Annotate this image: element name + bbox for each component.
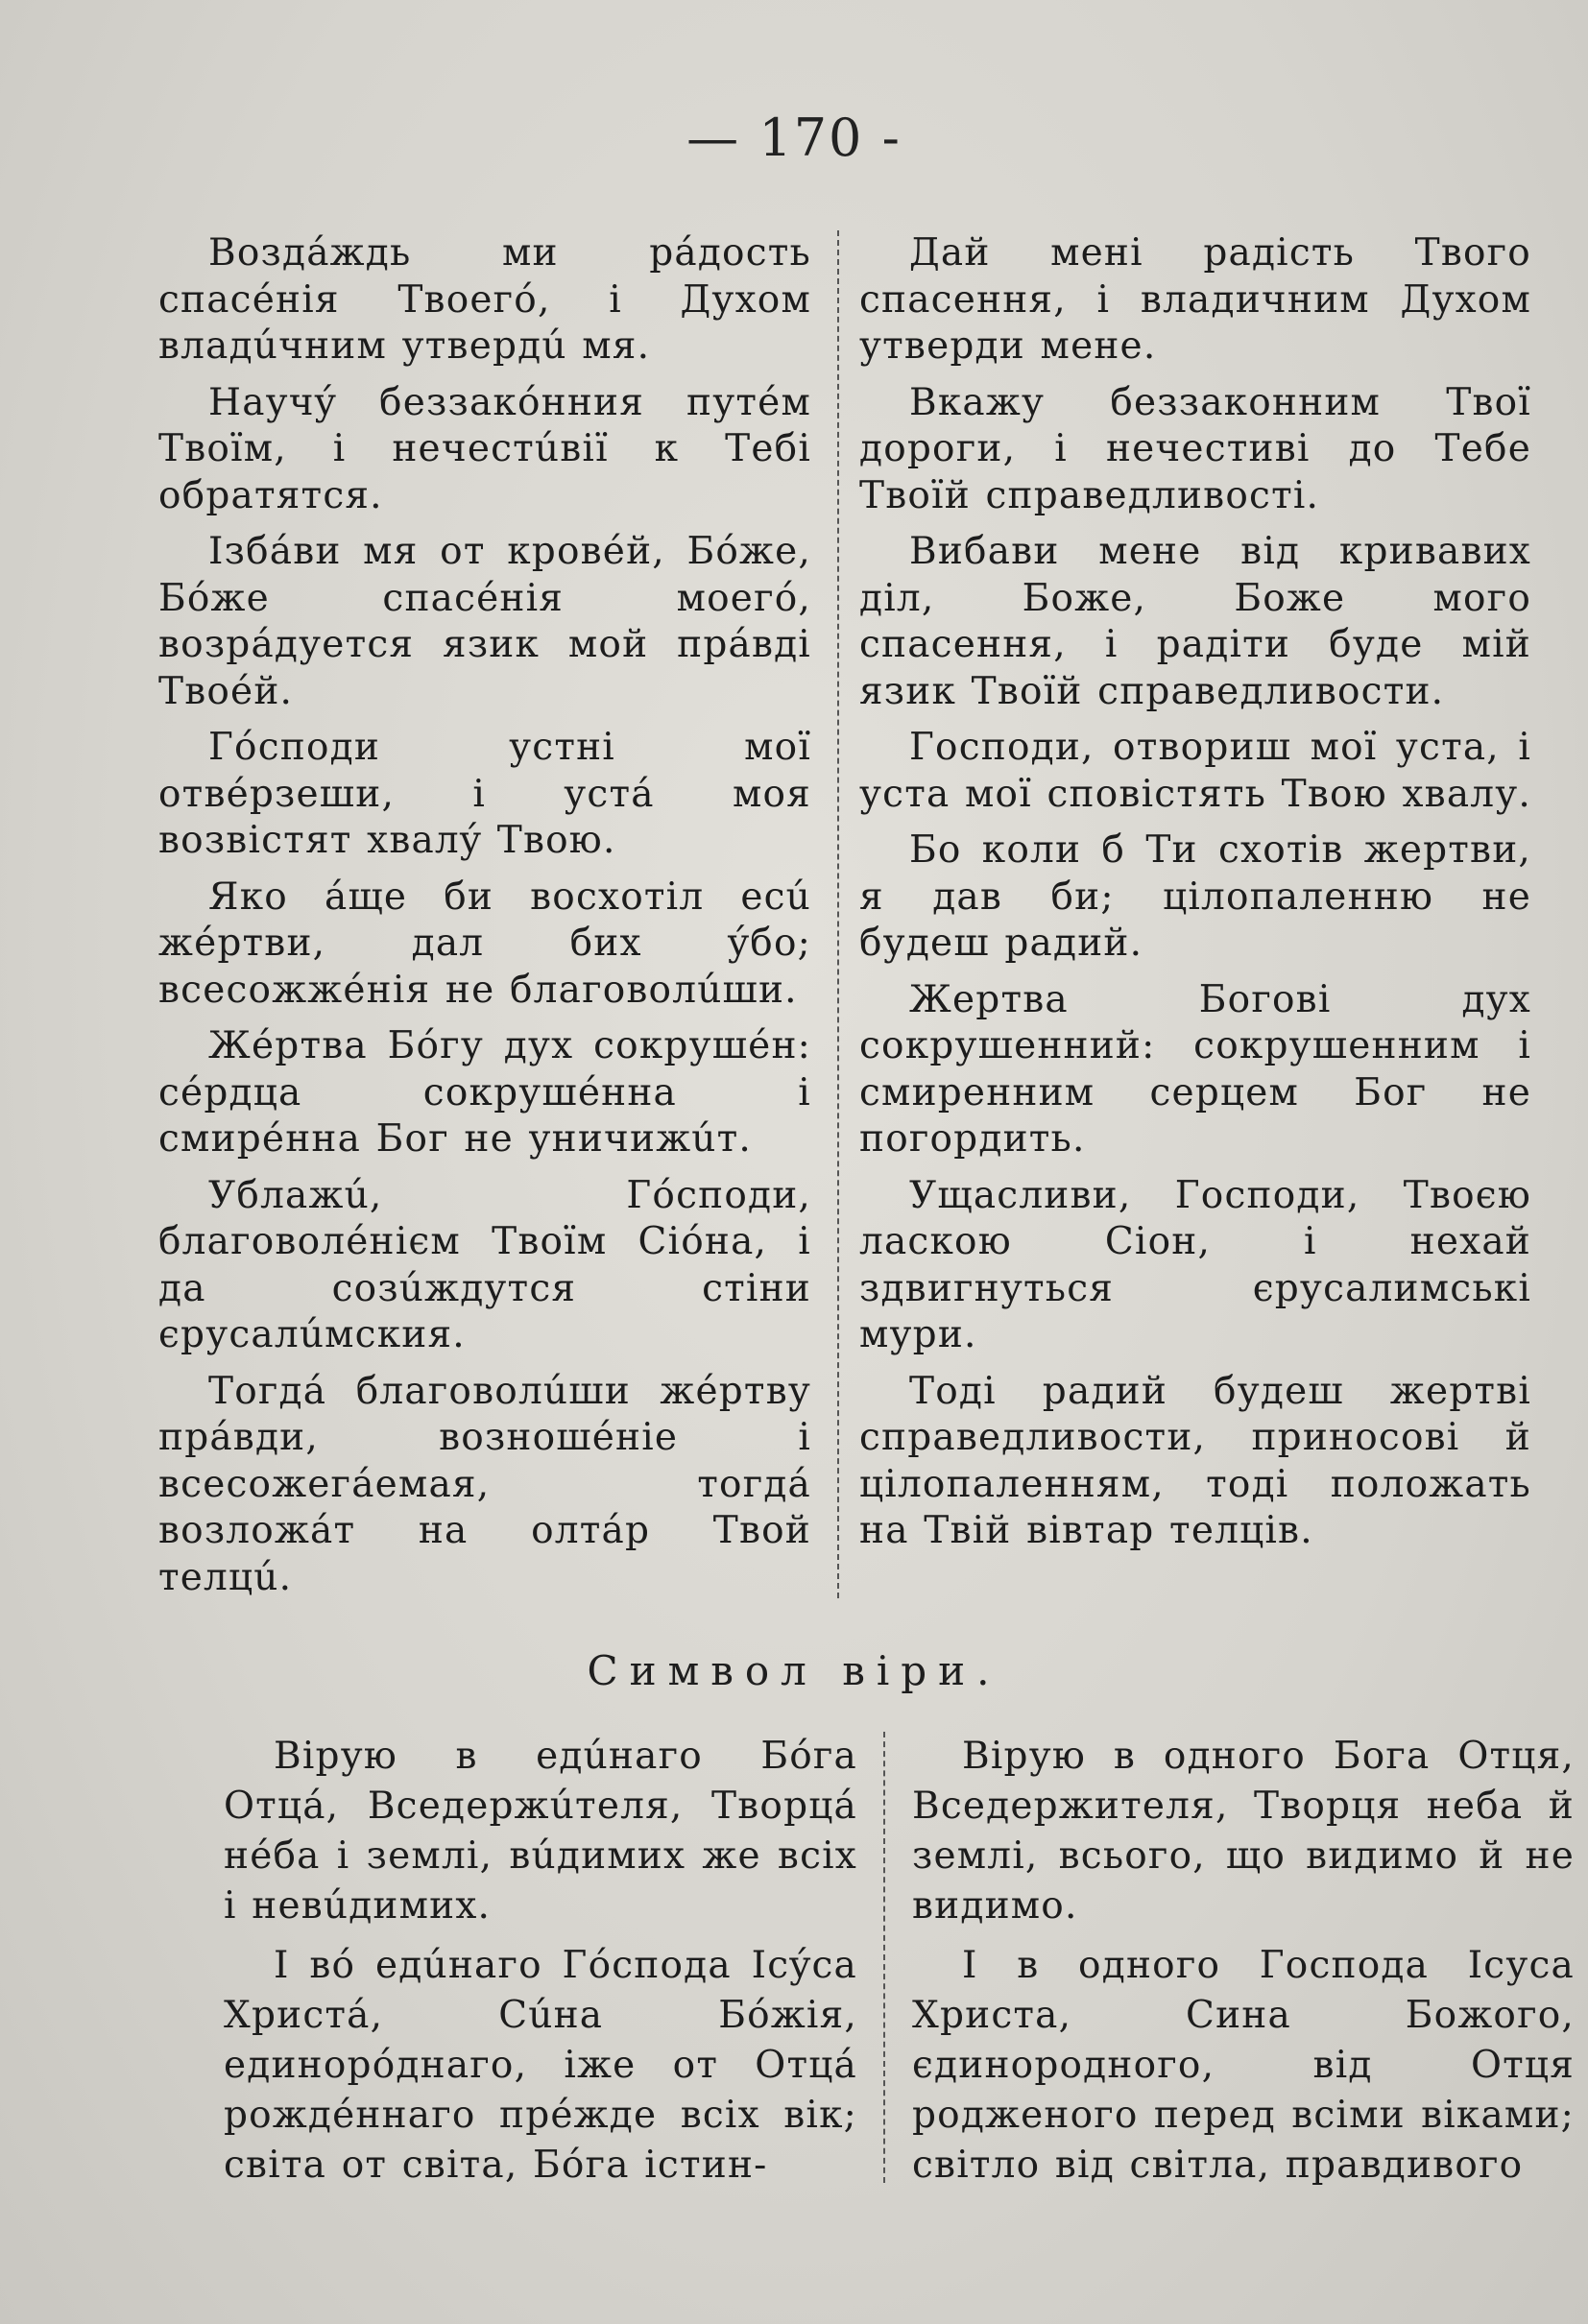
- creed-paragraph: Вірую в одного Бога Отця, Вседержителя, Творця неба й землі, всього, що видимо й не видимо.: [912, 1735, 1575, 1928]
- psalm-verse: Вкажу беззаконним Твої дороги, і нечестиві до Тебе Твоїй справедливості.: [859, 380, 1531, 517]
- creed-paragraph: Вірую в едúнаго Бóга Отцá, Вседержúтеля, Творцá нéба і землі, вúдимих же всіх і невúдимих.: [224, 1735, 857, 1928]
- page-number: — 170 -: [686, 108, 902, 168]
- psalm-verse: Господи, отвориш мої уста, і уста мої сповістять Твою хвалу.: [859, 726, 1531, 816]
- column-divider: [837, 230, 839, 1598]
- psalm-verse: Дай мені радість Твого спасення, і владичним Духом утверди мене.: [859, 231, 1531, 368]
- psalm-verse: Жéртва Бóгу дух сокрушéн: сéрдца сокрушéнна і смирéнна Бог не уничижúт.: [158, 1024, 811, 1161]
- psalm-verse: Ублажú, Гóсподи, благоволéнієм Твоїм Сіóна, і да созúждутся стіни єрусалúмския.: [158, 1173, 811, 1356]
- psalm-section: [0, 230, 1588, 1603]
- psalm-verse: Бо коли б Ти схотів жертви, я дав би; цілопаленню не будеш радий.: [859, 828, 1531, 965]
- psalm-verse: Ущасливи, Господи, Твоєю ласкою Сіон, і нехай здвигнуться єрусалимські мури.: [859, 1173, 1531, 1356]
- psalm-verse: Жертва Богові дух сокрушенний: сокрушенним і смиренним серцем Бог не погордить.: [859, 977, 1531, 1161]
- psalm-verse: Вибави мене від кривавих діл, Боже, Боже мого спасення, і радіти буде мій язик Твоїй справедливости.: [859, 530, 1531, 713]
- creed-column-church-slavonic: [224, 1732, 857, 2191]
- creed-paragraph: І вó едúнаго Гóспода Ісýса Христá, Сúна Бóжія, единорóднаго, іже от Отцá рождéннаго прéжде всіх вік; світа от світа, Бóга істин-: [224, 1944, 857, 2187]
- psalm-verse: Гóсподи устні мої отвéрзеши, і устá моя возвістят хвалý Твою.: [158, 726, 811, 862]
- psalm-verse: Тоді радий будеш жертві справедливости, приносові й цілопаленням, тоді положать на Твій вівтар телців.: [859, 1369, 1531, 1552]
- psalm-column-ukrainian: [859, 230, 1531, 1555]
- column-divider: [883, 1732, 885, 2183]
- creed-column-ukrainian: [912, 1732, 1575, 2191]
- psalm-verse: Яко áще би восхотіл есú жéртви, дал бих ýбо; всесожжéнія не благоволúши.: [158, 874, 811, 1012]
- creed-heading: Символ віри.: [587, 1647, 1001, 1694]
- psalm-verse: Ізбáви мя от кровéй, Бóже, Бóже спасéнія моегó, возрáдуется язик мой прáвді Твоéй.: [158, 530, 811, 713]
- psalm-verse: Тогдá благоволúши жéртву прáвди, возношéніе і всесожегáемая, тогдá возложáт на олтáр Твой телцú.: [158, 1369, 811, 1599]
- psalm-verse: Воздáждь ми рáдость спасéнія Твоегó, і Духом владúчним утвердú мя.: [158, 231, 811, 368]
- psalm-verse: Научý беззакóнния путéм Твоїм, і нечестúвії к Тебі обратятся.: [158, 380, 811, 517]
- psalm-column-church-slavonic: [158, 230, 811, 1601]
- creed-paragraph: І в одного Господа Ісуса Христа, Сина Божого, єдинородного, від Отця родженого перед всіми віками; світло від світла, правдивого: [912, 1944, 1575, 2187]
- creed-section: [0, 1732, 1588, 2288]
